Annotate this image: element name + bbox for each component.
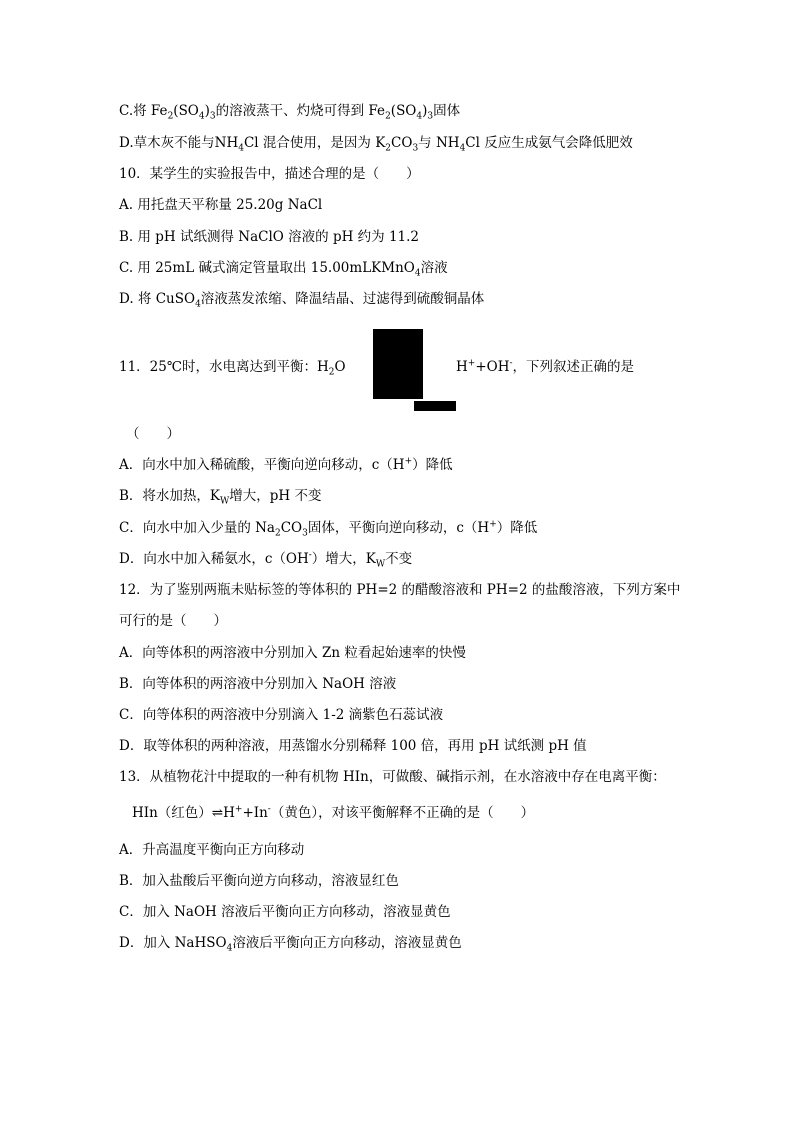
- q12-option-d: D．取等体积的两种溶液，用蒸馏水分别稀释 100 倍，再用 pH 试纸测 pH 值: [119, 738, 587, 754]
- q11-stem-start: 11．25℃时，水电离达到平衡：$H_2O$: [119, 359, 346, 378]
- q11-option-c: C．向水中加入少量的 $Na_2CO_3$固体，平衡向逆向移动，c（H+）降低: [119, 519, 538, 539]
- q13-option-d: D．加入 NaHSO$_4$溶液后平衡向正方向移动，溶液显黄色: [119, 935, 462, 954]
- q11-option-d: D．向水中加入稀氨水，c（OH-）增大，$K_W$不变: [119, 550, 413, 570]
- q9-option-c: C.将 $Fe_2(SO_4)_3$的溶液蒸干、灼烧可得到 $Fe_2(SO_4)_3$固体: [119, 103, 461, 122]
- q13-stem-line1: 13．从植物花汁中提取的一种有机物 HIn，可做酸、碱指示剂，在水溶液中存在电离平衡：: [119, 769, 666, 785]
- equilibrium-arrow-image-tail: [414, 401, 456, 411]
- q11-stem-end: H++OH-，下列叙述正确的是: [456, 358, 635, 375]
- q12-option-b: B．向等体积的两溶液中分别加入 NaOH 溶液: [119, 676, 397, 692]
- equilibrium-arrow-image: [373, 329, 423, 399]
- q11-option-a: A．向水中加入稀硫酸，平衡向逆向移动，c（H+）降低: [119, 456, 453, 473]
- q10-option-d: D. 将 CuSO$_4$溶液蒸发浓缩、降温结晶、过滤得到硫酸铜晶体: [119, 291, 485, 310]
- q12-stem-line1: 12．为了鉴别两瓶未贴标签的等体积的 PH=2 的醋酸溶液和 PH=2 的盐酸溶液，下列方案中: [119, 582, 681, 598]
- q13-option-c: C．加入 NaOH 溶液后平衡向正方向移动，溶液显黄色: [119, 904, 451, 920]
- q9-option-d: D.草木灰不能与$NH_4Cl$ 混合使用，是因为 $K_2CO_3$与 $NH_4Cl$ 反应生成氨气会降低肥效: [119, 135, 633, 154]
- q11-answer-paren: （ ）: [126, 426, 180, 442]
- q12-stem-line2: 可行的是（ ）: [119, 613, 227, 629]
- q10-option-c: C. 用 25mL 碱式滴定管量取出 15.00mLKMnO$_4$溶液: [119, 260, 448, 279]
- q13-option-b: B．加入盐酸后平衡向逆方向移动，溶液显红色: [119, 873, 399, 889]
- q11-option-b: B．将水加热，$K_W$增大，pH 不变: [119, 488, 322, 507]
- q13-option-a: A．升高温度平衡向正方向移动: [119, 842, 305, 858]
- q10-option-a: A. 用托盘天平称量 25.20g NaCl: [119, 197, 323, 213]
- q10-stem: 10．某学生的实验报告中，描述合理的是（ ）: [119, 166, 420, 182]
- q12-option-a: A．向等体积的两溶液中分别加入 Zn 粒看起始速率的快慢: [119, 645, 466, 661]
- q10-option-b: B. 用 pH 试纸测得 NaClO 溶液的 pH 约为 11.2: [119, 229, 420, 245]
- q13-stem-line2: HIn（红色）⇌H++In-（黄色），对该平衡解释不正确的是（ ）: [132, 804, 535, 821]
- q12-option-c: C．向等体积的两溶液中分别滴入 1-2 滴紫色石蕊试液: [119, 707, 444, 723]
